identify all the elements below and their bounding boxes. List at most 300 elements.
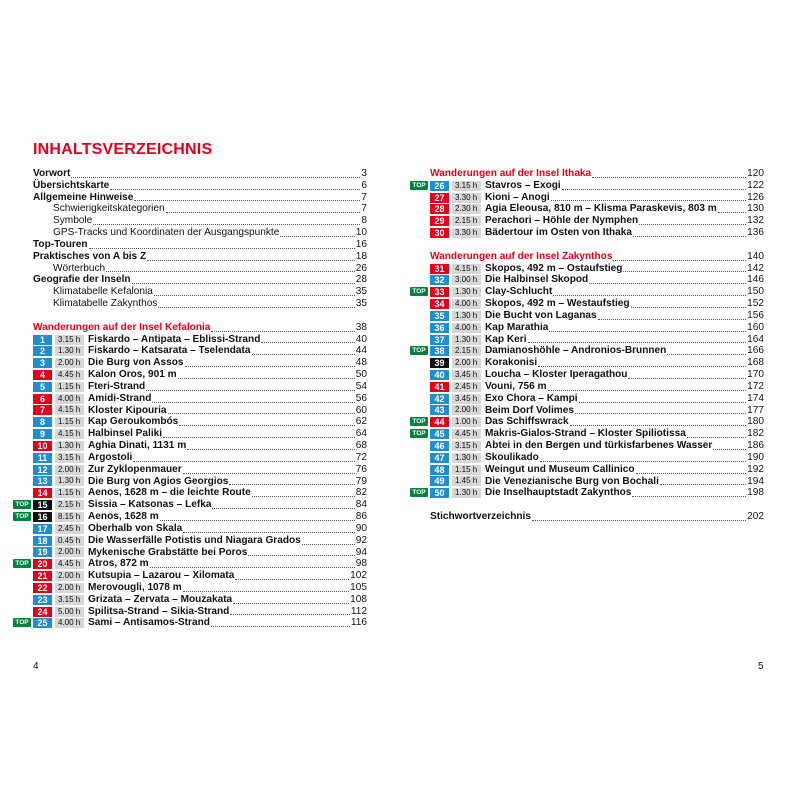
tour-number-badge: 1 bbox=[33, 335, 52, 345]
page-ref: 105 bbox=[350, 581, 367, 593]
leader-dots bbox=[660, 484, 746, 485]
tour-entry[interactable] bbox=[430, 405, 764, 417]
leader-dots bbox=[93, 224, 360, 225]
tour-title: Sami – Antisamos-Strand bbox=[88, 617, 210, 629]
tour-entry[interactable] bbox=[430, 192, 764, 204]
entry-label: Symbole bbox=[53, 215, 93, 227]
tour-entry[interactable] bbox=[33, 357, 367, 369]
page-ref: 94 bbox=[355, 546, 367, 558]
tour-number-badge: 17 bbox=[33, 524, 52, 534]
leader-dots bbox=[212, 508, 354, 509]
tour-number-badge: 11 bbox=[33, 453, 52, 463]
toc-entry[interactable] bbox=[33, 227, 367, 239]
leader-dots bbox=[636, 473, 747, 474]
section-label: Wanderungen auf der Insel Zakynthos bbox=[430, 250, 613, 262]
tour-number-badge: 13 bbox=[33, 476, 52, 486]
top-tour-badge: TOP bbox=[410, 417, 428, 426]
leader-dots bbox=[230, 614, 350, 615]
page-ref: 40 bbox=[355, 333, 367, 345]
tour-entry[interactable] bbox=[33, 523, 367, 535]
tour-number-badge: 46 bbox=[430, 441, 449, 451]
tour-entry[interactable] bbox=[430, 357, 764, 369]
tour-title: Die Wasserfälle Potistis und Niagara Grados bbox=[88, 534, 301, 546]
tour-entry[interactable] bbox=[430, 298, 764, 310]
page-ref: 146 bbox=[747, 274, 764, 286]
tour-entry[interactable] bbox=[33, 428, 367, 440]
page-ref: 177 bbox=[747, 404, 764, 416]
entry-label: Übersichtskarte bbox=[33, 179, 110, 191]
leader-dots bbox=[110, 189, 360, 190]
tour-title: Kap Geroukombós bbox=[88, 416, 179, 428]
entry-label: GPS-Tracks und Koordinaten der Ausgangspunkte bbox=[53, 227, 280, 239]
leader-dots bbox=[183, 591, 349, 592]
tour-title: Damianoshöhle – Andronios-Brunnen bbox=[485, 345, 667, 357]
tour-number-badge: 9 bbox=[33, 429, 52, 439]
leader-dots bbox=[106, 271, 355, 272]
tour-number-badge: 39 bbox=[430, 358, 449, 368]
general-entries bbox=[33, 168, 367, 310]
page-ref: 72 bbox=[355, 451, 367, 463]
tour-title: Atros, 872 m bbox=[88, 558, 149, 570]
tour-duration: 3.15 h bbox=[452, 181, 481, 191]
page-ref: 18 bbox=[355, 250, 367, 262]
tour-duration: 3.15 h bbox=[55, 595, 84, 605]
leader-dots bbox=[154, 295, 355, 296]
leader-dots bbox=[185, 366, 355, 367]
ithaka-tour-list bbox=[412, 179, 764, 239]
page-ref: 122 bbox=[747, 179, 764, 191]
tour-entry[interactable] bbox=[430, 215, 764, 227]
leader-dots bbox=[160, 520, 355, 521]
leader-dots bbox=[540, 461, 746, 462]
tour-entry[interactable] bbox=[33, 440, 367, 452]
tour-number-badge: 30 bbox=[430, 228, 449, 238]
leader-dots bbox=[579, 402, 747, 403]
page-ref: 160 bbox=[747, 321, 764, 333]
page-ref: 166 bbox=[747, 345, 764, 357]
page-ref: 142 bbox=[747, 262, 764, 274]
page-number-left: 4 bbox=[33, 661, 39, 672]
leader-dots bbox=[633, 236, 746, 237]
tour-title: Perachori – Höhle der Nymphen bbox=[485, 215, 639, 227]
tour-entry[interactable] bbox=[33, 594, 367, 606]
top-tour-badge: TOP bbox=[13, 618, 31, 627]
tour-entry[interactable] bbox=[412, 345, 764, 357]
tour-title: Kap Keri bbox=[485, 333, 527, 345]
tour-number-badge: 16 bbox=[33, 512, 52, 522]
tour-title: Die Burg von Agios Georgios bbox=[88, 475, 229, 487]
tour-number-badge: 27 bbox=[430, 193, 449, 203]
tour-entry[interactable] bbox=[33, 416, 367, 428]
tour-duration: 1.30 h bbox=[452, 488, 481, 498]
tour-entry[interactable] bbox=[430, 334, 764, 346]
page-ref: 194 bbox=[747, 475, 764, 487]
page-ref: 164 bbox=[747, 333, 764, 345]
tour-number-badge: 50 bbox=[430, 488, 449, 498]
tour-title: Die Bucht von Laganas bbox=[485, 309, 597, 321]
page-ref: 35 bbox=[355, 298, 367, 310]
tour-entry[interactable] bbox=[412, 179, 764, 192]
page-ref: 6 bbox=[361, 179, 367, 191]
tour-entry[interactable] bbox=[33, 570, 367, 582]
tour-title: Oberhalb von Skala bbox=[88, 522, 183, 534]
tour-number-badge: 7 bbox=[33, 405, 52, 415]
tour-duration: 3.15 h bbox=[55, 335, 84, 345]
tour-number-badge: 23 bbox=[33, 595, 52, 605]
page-ref: 3 bbox=[361, 168, 367, 179]
tour-title: Argostoli bbox=[88, 451, 133, 463]
leader-dots bbox=[280, 236, 354, 237]
page-ref: 26 bbox=[355, 262, 367, 274]
toc-entry[interactable] bbox=[33, 168, 367, 180]
tour-duration: 4.00 h bbox=[55, 618, 84, 628]
leader-dots bbox=[548, 390, 747, 391]
entry-label: Allgemeine Hinweise bbox=[33, 191, 134, 203]
tour-number-badge: 36 bbox=[430, 323, 449, 333]
page-ref: 186 bbox=[747, 440, 764, 452]
page-ref: 64 bbox=[355, 428, 367, 440]
leader-dots bbox=[235, 579, 349, 580]
leader-dots bbox=[134, 200, 360, 201]
tour-duration: 3.45 h bbox=[452, 394, 481, 404]
page-ref: 174 bbox=[747, 392, 764, 404]
leader-dots bbox=[133, 461, 354, 462]
tour-duration: 1.45 h bbox=[452, 476, 481, 486]
page-ref: 202 bbox=[747, 511, 764, 523]
leader-dots bbox=[252, 354, 355, 355]
toc-entry[interactable] bbox=[33, 251, 367, 263]
tour-duration: 4.00 h bbox=[452, 323, 481, 333]
tour-duration: 1.15 h bbox=[55, 488, 84, 498]
tour-number-badge: 10 bbox=[33, 441, 52, 451]
tour-duration: 5.00 h bbox=[55, 607, 84, 617]
tour-entry[interactable] bbox=[33, 476, 367, 488]
leader-dots bbox=[632, 496, 746, 497]
leader-dots bbox=[166, 212, 361, 213]
tour-entry[interactable] bbox=[430, 203, 764, 215]
leader-dots bbox=[183, 473, 355, 474]
spacer bbox=[430, 499, 764, 511]
leader-dots bbox=[570, 425, 747, 426]
page-ref: 50 bbox=[355, 369, 367, 381]
page-ref: 198 bbox=[747, 487, 764, 499]
leader-dots bbox=[229, 484, 354, 485]
tour-title: Fiskardo – Antipata – Eblissi-Strand bbox=[88, 333, 261, 345]
leader-dots bbox=[150, 567, 355, 568]
tour-entry[interactable] bbox=[33, 452, 367, 464]
tour-title: Spilitsa-Strand – Sikia-Strand bbox=[88, 605, 230, 617]
page-ref: 10 bbox=[355, 227, 367, 239]
leader-dots bbox=[261, 342, 354, 343]
tour-entry[interactable] bbox=[33, 582, 367, 594]
tour-title: Merovougli, 1078 m bbox=[88, 581, 182, 593]
tour-number-badge: 2 bbox=[33, 346, 52, 356]
tour-title: Agia Eleousa, 810 m – Klisma Paraskevis, 803 m bbox=[485, 203, 717, 215]
tour-entry[interactable] bbox=[33, 381, 367, 393]
tour-duration: 1.30 h bbox=[452, 335, 481, 345]
tour-number-badge: 48 bbox=[430, 465, 449, 475]
tour-duration: 3.15 h bbox=[55, 453, 84, 463]
tour-entry[interactable] bbox=[430, 369, 764, 381]
tour-entry[interactable] bbox=[33, 393, 367, 405]
page-ref: 130 bbox=[747, 203, 764, 215]
tour-duration: 1.15 h bbox=[55, 382, 84, 392]
tour-duration: 8.15 h bbox=[55, 512, 84, 522]
tour-title: Fteri-Strand bbox=[88, 380, 146, 392]
leader-dots bbox=[89, 248, 355, 249]
tour-duration: 2.15 h bbox=[452, 346, 481, 356]
leader-dots bbox=[168, 413, 355, 414]
tour-title: Aenos, 1628 m bbox=[88, 511, 159, 523]
leader-dots bbox=[211, 331, 354, 332]
section-kefalonia[interactable] bbox=[33, 322, 367, 334]
entry-label: Geografie der Inseln bbox=[33, 274, 131, 286]
tour-title: Das Schiffswrack bbox=[485, 416, 569, 428]
top-tour-badge: TOP bbox=[410, 287, 428, 296]
tour-number-badge: 47 bbox=[430, 453, 449, 463]
tour-duration: 3.15 h bbox=[452, 441, 481, 451]
page-ref: 7 bbox=[361, 203, 367, 215]
tour-entry[interactable] bbox=[430, 464, 764, 476]
tour-title: Kutsupia – Lazarou – Xilomata bbox=[88, 570, 235, 582]
tour-entry[interactable] bbox=[430, 227, 764, 239]
tour-entry[interactable] bbox=[15, 499, 367, 511]
tour-entry[interactable] bbox=[430, 393, 764, 405]
page-ref: 76 bbox=[355, 463, 367, 475]
tour-number-badge: 3 bbox=[33, 358, 52, 368]
tour-entry[interactable] bbox=[430, 476, 764, 488]
right-column bbox=[412, 168, 764, 523]
tour-duration: 3.30 h bbox=[452, 193, 481, 203]
tour-duration: 1.15 h bbox=[452, 465, 481, 475]
tour-title: Sissia – Katsonas – Lefka bbox=[88, 499, 212, 511]
toc-entry[interactable] bbox=[33, 215, 367, 227]
tour-number-badge: 18 bbox=[33, 536, 52, 546]
tour-entry[interactable] bbox=[412, 428, 764, 440]
tour-number-badge: 19 bbox=[33, 547, 52, 557]
tour-duration: 2.00 h bbox=[55, 358, 84, 368]
leader-dots bbox=[252, 496, 355, 497]
tour-title: Zur Zyklopenmauer bbox=[88, 463, 182, 475]
tour-title: Abtei in den Bergen und türkisfarbenes Wasser bbox=[485, 440, 713, 452]
tour-number-badge: 21 bbox=[33, 571, 52, 581]
tour-title: Bädertour im Osten von Ithaka bbox=[485, 227, 632, 239]
spacer bbox=[33, 310, 367, 322]
tour-number-badge: 12 bbox=[33, 465, 52, 475]
tour-duration: 2.00 h bbox=[452, 358, 481, 368]
tour-entry[interactable] bbox=[430, 440, 764, 452]
top-tour-badge: TOP bbox=[13, 512, 31, 521]
page-ref: 16 bbox=[355, 238, 367, 250]
tour-entry[interactable] bbox=[430, 381, 764, 393]
page-ref: 62 bbox=[355, 416, 367, 428]
leader-dots bbox=[551, 200, 746, 201]
page-ref: 126 bbox=[747, 191, 764, 203]
toc-entry[interactable] bbox=[33, 298, 367, 310]
toc-entry[interactable] bbox=[33, 239, 367, 251]
tour-entry[interactable] bbox=[33, 405, 367, 417]
tour-entry[interactable] bbox=[33, 345, 367, 357]
page-ref: 8 bbox=[361, 215, 367, 227]
leader-dots bbox=[562, 189, 746, 190]
tour-number-badge: 15 bbox=[33, 500, 52, 510]
tour-number-badge: 34 bbox=[430, 299, 449, 309]
tour-title: Grizata – Zervata – Mouzakata bbox=[88, 593, 233, 605]
tour-number-badge: 37 bbox=[430, 335, 449, 345]
tour-entry[interactable] bbox=[412, 416, 764, 428]
zakynthos-tour-list bbox=[412, 262, 764, 500]
page-ref: 152 bbox=[747, 298, 764, 310]
leader-dots bbox=[667, 354, 746, 355]
page-ref: 132 bbox=[747, 215, 764, 227]
page-ref: 172 bbox=[747, 380, 764, 392]
leader-dots bbox=[178, 378, 355, 379]
tour-number-badge: 32 bbox=[430, 275, 449, 285]
leader-dots bbox=[532, 520, 746, 521]
tour-title: Vouni, 756 m bbox=[485, 380, 547, 392]
top-tour-badge: TOP bbox=[13, 559, 31, 568]
page-ref: 60 bbox=[355, 404, 367, 416]
section-label: Wanderungen auf der Insel Kefalonia bbox=[33, 321, 211, 333]
tour-duration: 2.30 h bbox=[452, 204, 481, 214]
leader-dots bbox=[211, 626, 350, 627]
leader-dots bbox=[179, 425, 354, 426]
tour-number-badge: 4 bbox=[33, 370, 52, 380]
entry-label: Stichwortverzeichnis bbox=[430, 511, 531, 523]
top-tour-badge: TOP bbox=[410, 181, 428, 190]
tour-entry[interactable] bbox=[33, 334, 367, 346]
top-tour-badge: TOP bbox=[13, 500, 31, 509]
tour-entry[interactable] bbox=[430, 310, 764, 322]
tour-duration: 2.45 h bbox=[452, 382, 481, 392]
entry-label: Klimatabelle Zakynthos bbox=[53, 298, 158, 310]
leader-dots bbox=[163, 437, 355, 438]
page-ref: 92 bbox=[355, 534, 367, 546]
tour-entry[interactable] bbox=[15, 558, 367, 570]
page-ref: 112 bbox=[350, 605, 367, 617]
leader-dots bbox=[598, 319, 747, 320]
tour-entry[interactable] bbox=[33, 369, 367, 381]
tour-number-badge: 20 bbox=[33, 559, 52, 569]
tour-entry[interactable] bbox=[430, 452, 764, 464]
top-tour-badge: TOP bbox=[410, 346, 428, 355]
tour-duration: 2.15 h bbox=[452, 216, 481, 226]
entry-label: Schwierigkeitskategorien bbox=[53, 203, 165, 215]
tour-duration: 2.00 h bbox=[55, 465, 84, 475]
tour-duration: 1.30 h bbox=[55, 441, 84, 451]
toc-entry[interactable] bbox=[33, 203, 367, 215]
tour-title: Weingut und Museum Callinico bbox=[485, 463, 635, 475]
leader-dots bbox=[613, 260, 746, 261]
tour-duration: 2.00 h bbox=[55, 547, 84, 557]
tour-entry[interactable] bbox=[15, 511, 367, 523]
tour-title: Kioni – Anogi bbox=[485, 191, 550, 203]
tour-entry[interactable] bbox=[33, 606, 367, 618]
leader-dots bbox=[639, 224, 746, 225]
tour-title: Halbinsel Paliki bbox=[88, 428, 163, 440]
tour-entry[interactable] bbox=[33, 535, 367, 547]
section-ithaka[interactable] bbox=[430, 168, 764, 180]
leader-dots bbox=[718, 212, 746, 213]
tour-entry[interactable] bbox=[430, 263, 764, 275]
page-number-right: 5 bbox=[758, 661, 764, 672]
page-ref: 190 bbox=[747, 451, 764, 463]
leader-dots bbox=[553, 295, 746, 296]
page-ref: 28 bbox=[355, 274, 367, 286]
leader-dots bbox=[589, 283, 746, 284]
tour-number-badge: 22 bbox=[33, 583, 52, 593]
tour-duration: 1.30 h bbox=[452, 453, 481, 463]
leader-dots bbox=[248, 555, 354, 556]
page-ref: 116 bbox=[350, 617, 367, 629]
page-ref: 98 bbox=[355, 558, 367, 570]
toc-entry[interactable] bbox=[33, 180, 367, 192]
leader-dots bbox=[147, 260, 355, 261]
tour-entry[interactable] bbox=[412, 487, 764, 499]
leader-dots bbox=[549, 331, 746, 332]
page-ref: 84 bbox=[355, 499, 367, 511]
toc-entry[interactable] bbox=[33, 274, 367, 286]
page-ref: 180 bbox=[747, 416, 764, 428]
toc-entry[interactable] bbox=[33, 286, 367, 298]
tour-entry[interactable] bbox=[15, 617, 367, 629]
tour-number-badge: 38 bbox=[430, 346, 449, 356]
section-zakynthos[interactable] bbox=[430, 251, 764, 263]
tour-number-badge: 26 bbox=[430, 181, 449, 191]
page-ref: 56 bbox=[355, 392, 367, 404]
tour-entry[interactable] bbox=[430, 322, 764, 334]
tour-entry[interactable] bbox=[430, 274, 764, 286]
tour-duration: 2.45 h bbox=[55, 524, 84, 534]
page-ref: 170 bbox=[747, 369, 764, 381]
tour-entry[interactable] bbox=[33, 547, 367, 559]
tour-duration: 1.15 h bbox=[55, 417, 84, 427]
tour-entry[interactable] bbox=[33, 464, 367, 476]
page-ref: 136 bbox=[747, 227, 764, 239]
tour-duration: 3.30 h bbox=[452, 228, 481, 238]
index-entry[interactable] bbox=[430, 511, 764, 523]
tour-duration: 4.45 h bbox=[55, 559, 84, 569]
page-ref: 38 bbox=[355, 321, 367, 333]
tour-duration: 4.15 h bbox=[55, 429, 84, 439]
leader-dots bbox=[628, 378, 746, 379]
spacer bbox=[430, 239, 764, 251]
tour-number-badge: 25 bbox=[33, 618, 52, 628]
page-ref: 35 bbox=[355, 286, 367, 298]
tour-number-badge: 24 bbox=[33, 607, 52, 617]
tour-title: Kap Marathia bbox=[485, 321, 549, 333]
page-ref: 90 bbox=[355, 522, 367, 534]
tour-duration: 4.45 h bbox=[452, 429, 481, 439]
toc-entry[interactable] bbox=[33, 192, 367, 204]
leader-dots bbox=[631, 307, 747, 308]
leader-dots bbox=[158, 307, 354, 308]
entry-label: Wörterbuch bbox=[53, 262, 106, 274]
tour-title: Korakonisi bbox=[485, 357, 538, 369]
tour-number-badge: 28 bbox=[430, 204, 449, 214]
toc-entry[interactable] bbox=[33, 263, 367, 275]
tour-title: Skopos, 492 m – Westaufstieg bbox=[485, 298, 630, 310]
tour-duration: 0.45 h bbox=[55, 536, 84, 546]
page-ref: 108 bbox=[350, 593, 367, 605]
tour-number-badge: 40 bbox=[430, 370, 449, 380]
tour-duration: 4.15 h bbox=[452, 264, 481, 274]
tour-number-badge: 45 bbox=[430, 429, 449, 439]
tour-duration: 4.00 h bbox=[452, 299, 481, 309]
tour-entry[interactable] bbox=[33, 487, 367, 499]
page-ref: 102 bbox=[350, 570, 367, 582]
tour-entry[interactable] bbox=[412, 286, 764, 298]
